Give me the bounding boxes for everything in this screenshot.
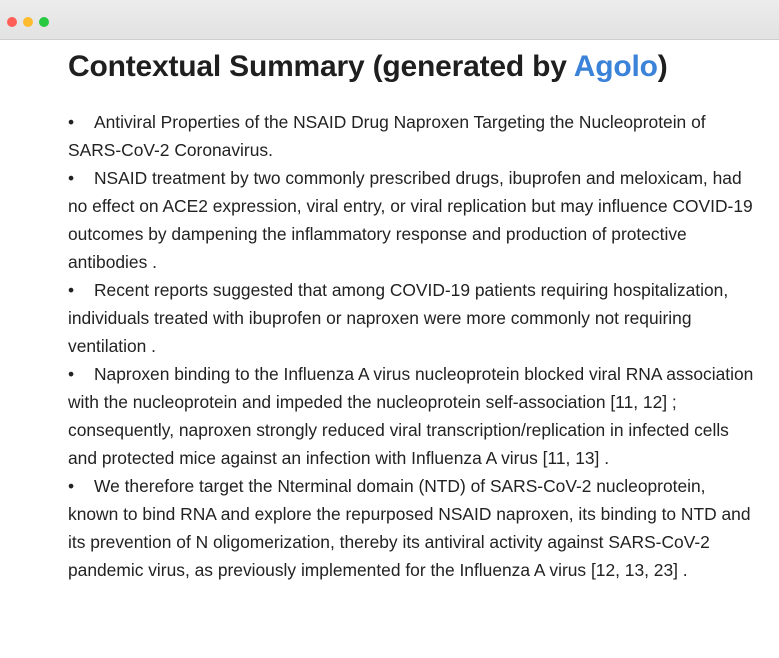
bullet-marker: • [68, 280, 75, 300]
page-title [68, 48, 758, 86]
summary-item-text: Antiviral Properties of the NSAID Drug Naproxen Targeting the Nucleoprotein of SARS-CoV-2 Coronavirus. [68, 112, 706, 160]
maximize-window-button[interactable] [39, 17, 49, 27]
window-titlebar [0, 0, 779, 40]
summary-item [68, 360, 758, 472]
summary-item-text: Naproxen binding to the Influenza A virus nucleoprotein blocked viral RNA association with the nucleoprotein and impeded the nucleoprotein self-association [11, 12] ; consequently, naproxen strongly reduced viral transcription/replication in infected cells and protected mice against an infection with Influenza A virus [11, 13] . [68, 364, 754, 468]
summary-item [68, 108, 758, 164]
summary-item-text: Recent reports suggested that among COVID-19 patients requiring hospitalization, individuals treated with ibuprofen or naproxen were more commonly not requiring ventilation . [68, 280, 729, 356]
minimize-window-button[interactable] [23, 17, 33, 27]
summary-item [68, 472, 758, 584]
agolo-brand-link[interactable]: Agolo [573, 50, 658, 83]
summary-item-text: NSAID treatment by two commonly prescribed drugs, ibuprofen and meloxicam, had no effect on ACE2 expression, viral entry, or viral replication but may influence COVID-19 outcomes by dampening the inflammatory response and production of protective antibodies . [68, 168, 753, 272]
summary-item [68, 276, 758, 360]
bullet-marker: • [68, 364, 75, 384]
title-prefix: Contextual Summary (generated by [68, 50, 574, 83]
bullet-marker: • [68, 112, 75, 132]
summary-panel [68, 48, 758, 584]
close-window-button[interactable] [7, 17, 17, 27]
summary-item-text: We therefore target the Nterminal domain (NTD) of SARS-CoV-2 nucleoprotein, known to bind RNA and explore the repurposed NSAID naproxen, its binding to NTD and its prevention of N oligomerization, thereby its antiviral activity against SARS-CoV-2 pandemic virus, as previously implemented for the Influenza A virus [12, 13, 23] . [68, 476, 751, 580]
title-suffix: ) [657, 50, 668, 83]
bullet-marker: • [68, 168, 75, 188]
bullet-marker: • [68, 476, 75, 496]
summary-list [68, 108, 758, 584]
summary-item [68, 164, 758, 276]
